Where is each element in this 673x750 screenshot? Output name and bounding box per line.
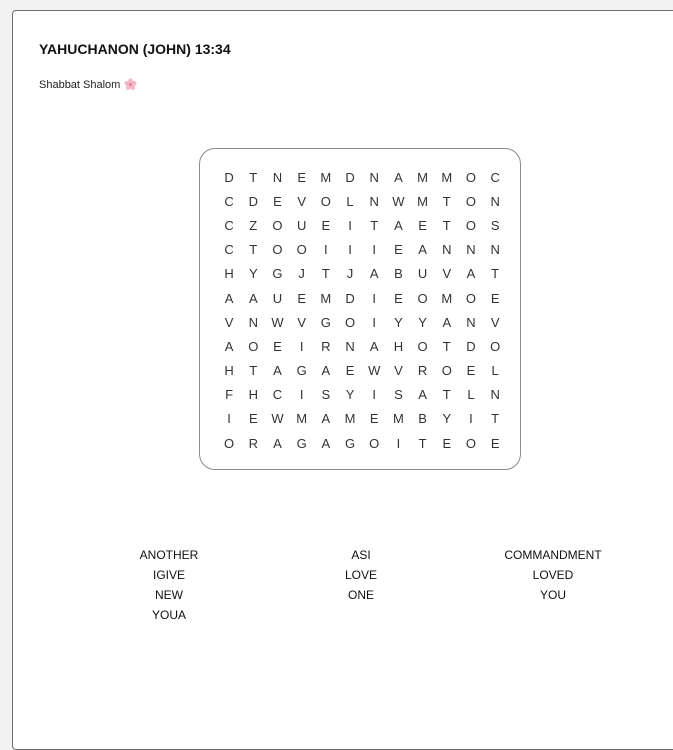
grid-letter: E xyxy=(273,338,282,354)
grid-letter: N xyxy=(466,242,476,258)
grid-letter: T xyxy=(249,169,258,185)
grid-letter: N xyxy=(490,193,500,209)
grid-letter: J xyxy=(298,266,305,282)
grid-letter: W xyxy=(368,363,381,379)
grid-letter: A xyxy=(418,242,427,258)
word-search-grid xyxy=(217,165,507,455)
grid-letter: B xyxy=(418,411,427,427)
grid-letter: N xyxy=(490,242,500,258)
grid-letter: A xyxy=(273,435,282,451)
grid-letter: I xyxy=(324,242,328,258)
grid-letter: D xyxy=(224,169,234,185)
word-list-item: LOVE xyxy=(344,568,377,582)
grid-letter: D xyxy=(345,169,355,185)
grid-letter: G xyxy=(320,314,331,330)
grid-letter: E xyxy=(442,435,452,451)
grid-letter: U xyxy=(296,217,307,233)
grid-letter: N xyxy=(490,387,500,403)
grid-letter: M xyxy=(392,411,404,427)
grid-letter: S xyxy=(321,387,331,403)
grid-letter: E xyxy=(273,193,282,209)
grid-letter: M xyxy=(320,290,332,306)
grid-letter: R xyxy=(417,363,428,379)
grid-letter: A xyxy=(394,217,403,233)
word-list-item: YOUA xyxy=(151,608,186,622)
grid-letter: A xyxy=(273,363,282,379)
grid-letter: D xyxy=(345,290,355,306)
grid-letter: E xyxy=(345,363,355,379)
grid-letter: I xyxy=(372,387,377,403)
grid-letter: D xyxy=(466,338,476,354)
grid-letter: H xyxy=(224,363,234,379)
grid-letter: O xyxy=(417,338,428,354)
grid-letter: O xyxy=(465,169,477,185)
grid-letter: V xyxy=(224,314,234,330)
grid-letter: M xyxy=(417,169,429,185)
grid-letter: A xyxy=(321,363,331,379)
grid-letter: B xyxy=(394,266,403,282)
grid-letter: I xyxy=(372,242,377,258)
grid-letter: A xyxy=(321,411,331,427)
grid-letter: I xyxy=(348,217,352,233)
grid-letter: S xyxy=(394,387,403,403)
grid-letter: O xyxy=(490,338,501,354)
grid-letter: I xyxy=(372,290,377,306)
grid-letter: T xyxy=(491,411,500,427)
grid-letter: A xyxy=(369,338,379,354)
grid-letter: O xyxy=(465,193,477,209)
grid-letter: M xyxy=(344,411,356,427)
grid-letter: T xyxy=(491,266,500,282)
grid-letter: G xyxy=(296,435,307,451)
grid-letter: F xyxy=(225,387,234,403)
grid-letter: E xyxy=(297,169,306,185)
grid-letter: E xyxy=(394,242,403,258)
grid-letter: A xyxy=(369,266,379,282)
grid-letter: O xyxy=(465,217,477,233)
grid-letter: G xyxy=(272,266,283,282)
grid-letter: N xyxy=(369,193,379,209)
grid-letter: U xyxy=(272,290,283,306)
grid-letter: T xyxy=(321,266,330,282)
grid-letter: E xyxy=(394,290,403,306)
grid-letter: T xyxy=(249,363,258,379)
grid-letter: D xyxy=(248,193,258,209)
subtitle-text: Shabbat Shalom xyxy=(39,78,121,91)
word-list-item: ASI xyxy=(351,548,371,562)
grid-letter: T xyxy=(370,217,379,233)
word-list-column-2 xyxy=(311,545,411,605)
grid-letter: I xyxy=(227,411,231,427)
grid-letter: E xyxy=(321,217,331,233)
grid-letter: M xyxy=(320,169,332,185)
grid-letter: E xyxy=(297,290,306,306)
grid-letter: V xyxy=(297,193,306,209)
grid-letter: A xyxy=(224,338,234,354)
grid-letter: V xyxy=(490,314,500,330)
word-list-column-3 xyxy=(493,545,613,605)
grid-letter: M xyxy=(296,411,308,427)
grid-letter: O xyxy=(320,193,331,209)
grid-letter: O xyxy=(417,290,428,306)
word-list-item: COMMANDMENT xyxy=(504,548,602,562)
grid-letter: S xyxy=(490,217,500,233)
grid-letter: W xyxy=(271,314,284,330)
grid-letter: I xyxy=(299,387,304,403)
grid-letter: W xyxy=(271,411,284,427)
grid-letter: A xyxy=(248,290,258,306)
grid-letter: Y xyxy=(248,266,258,282)
grid-letter: T xyxy=(249,242,258,258)
worksheet-page xyxy=(12,10,673,750)
grid-letter: V xyxy=(394,363,403,379)
grid-letter: O xyxy=(224,435,235,451)
grid-letter: T xyxy=(442,217,451,233)
grid-letter: L xyxy=(467,387,475,403)
grid-letter: M xyxy=(441,169,453,185)
grid-letter: I xyxy=(299,338,304,354)
grid-letter: A xyxy=(394,169,403,185)
grid-letter: T xyxy=(442,193,451,209)
grid-letter: H xyxy=(393,338,404,354)
grid-letter: T xyxy=(442,338,451,354)
grid-letter: O xyxy=(369,435,380,451)
grid-letter: H xyxy=(248,387,258,403)
grid-letter: E xyxy=(248,411,258,427)
grid-letter: E xyxy=(490,290,500,306)
grid-letter: G xyxy=(296,363,307,379)
grid-letter: G xyxy=(344,435,356,451)
grid-letter: V xyxy=(297,314,306,330)
grid-letter: M xyxy=(417,193,429,209)
grid-letter: N xyxy=(345,338,355,354)
grid-letter: N xyxy=(248,314,258,330)
grid-letter: O xyxy=(465,435,477,451)
word-list-item: ONE xyxy=(347,588,374,602)
grid-letter: Y xyxy=(345,387,355,403)
grid-letter: L xyxy=(346,193,354,209)
word-list-column-1 xyxy=(119,545,219,625)
grid-letter: I xyxy=(372,314,377,330)
grid-letter: C xyxy=(224,193,234,209)
word-list-item: ANOTHER xyxy=(139,548,199,562)
grid-letter: L xyxy=(491,363,499,379)
grid-letter: A xyxy=(224,290,234,306)
grid-letter: I xyxy=(396,435,401,451)
word-list-item: YOU xyxy=(539,588,566,602)
grid-letter: E xyxy=(418,217,427,233)
grid-letter: N xyxy=(442,242,452,258)
grid-letter: W xyxy=(392,193,405,209)
grid-letter: J xyxy=(346,266,354,282)
grid-letter: U xyxy=(417,266,428,282)
grid-letter: T xyxy=(442,387,451,403)
grid-letter: H xyxy=(224,266,234,282)
grid-letter: M xyxy=(441,290,453,306)
grid-letter: E xyxy=(369,411,379,427)
word-list-item: NEW xyxy=(155,588,183,602)
grid-letter: T xyxy=(418,435,427,451)
grid-letter: C xyxy=(224,217,234,233)
grid-letter: Y xyxy=(442,411,452,427)
word-list-item: IGIVE xyxy=(152,568,185,582)
grid-letter: Y xyxy=(418,314,427,330)
grid-letter: C xyxy=(224,242,234,258)
grid-letter: R xyxy=(321,338,331,354)
grid-letter: Z xyxy=(249,217,258,233)
grid-letter: E xyxy=(490,435,500,451)
grid-letter: A xyxy=(321,435,331,451)
grid-letter: V xyxy=(442,266,452,282)
word-search-frame xyxy=(199,148,521,470)
subtitle xyxy=(39,78,137,91)
word-list-item: LOVED xyxy=(532,568,574,582)
grid-letter: O xyxy=(296,242,307,258)
grid-letter: C xyxy=(272,387,283,403)
grid-letter: A xyxy=(466,266,476,282)
cherry-blossom-icon xyxy=(124,78,137,91)
grid-letter: O xyxy=(272,242,283,258)
grid-letter: O xyxy=(248,338,259,354)
grid-letter: A xyxy=(442,314,452,330)
grid-letter: I xyxy=(348,242,352,258)
grid-letter: R xyxy=(248,435,258,451)
grid-letter: O xyxy=(465,290,477,306)
grid-letter: E xyxy=(466,363,476,379)
grid-letter: I xyxy=(469,411,473,427)
grid-letter: N xyxy=(369,169,379,185)
grid-letter: O xyxy=(272,217,283,233)
page-title: YAHUCHANON (JOHN) 13:34 xyxy=(39,41,231,57)
grid-letter: O xyxy=(441,363,452,379)
grid-letter: Y xyxy=(394,314,403,330)
grid-letter: N xyxy=(272,169,283,185)
grid-letter: O xyxy=(344,314,356,330)
grid-letter: C xyxy=(490,169,500,185)
grid-letter: N xyxy=(466,314,476,330)
grid-letter: A xyxy=(418,387,427,403)
